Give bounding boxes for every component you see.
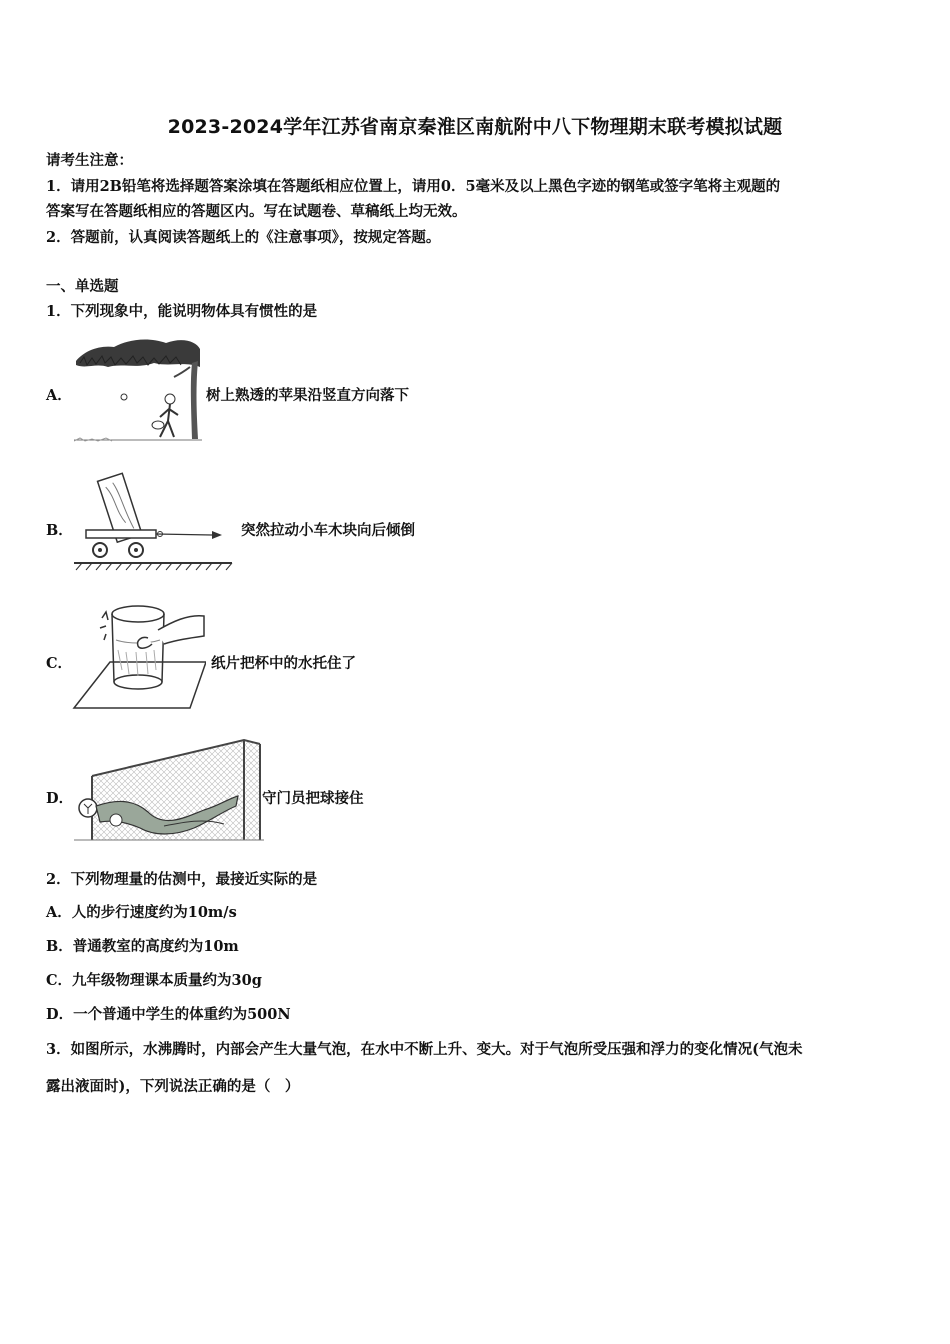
- question-2-stem: 2．下列物理量的估测中，最接近实际的是: [46, 871, 318, 888]
- question-3-line-2: 露出液面时)，下列说法正确的是（ ）: [46, 1078, 300, 1095]
- question-1-stem: 1．下列现象中，能说明物体具有惯性的是: [46, 303, 318, 320]
- page-title: 2023-2024学年江苏省南京秦淮区南航附中八下物理期末联考模拟试题: [167, 116, 783, 138]
- q1-option-d-text: 守门员把球接住: [262, 790, 364, 807]
- q2-option-d: D．一个普通中学生的体重约为500N: [46, 1006, 291, 1023]
- q1-option-b-letter: B．: [46, 522, 73, 539]
- notice-heading: 请考生注意：: [46, 152, 133, 169]
- q1-option-c-text: 纸片把杯中的水托住了: [211, 655, 356, 672]
- section-heading: 一、单选题: [46, 278, 119, 295]
- apple-tree-figure: [74, 333, 202, 443]
- q1-option-c-letter: C．: [46, 655, 73, 672]
- goalkeeper-figure: [74, 736, 264, 846]
- q2-option-b: B．普通教室的高度约为10m: [46, 938, 239, 955]
- q1-option-d-letter: D．: [46, 790, 74, 807]
- cup-paper-figure: [72, 600, 206, 712]
- q1-option-a-letter: A．: [46, 387, 72, 404]
- notice-line-1b: 答案写在答题纸相应的答题区内。写在试题卷、草稿纸上均无效。: [46, 203, 467, 220]
- q1-option-a-text: 树上熟透的苹果沿竖直方向落下: [206, 387, 409, 404]
- cart-block-figure: [72, 464, 236, 576]
- q1-option-b-text: 突然拉动小车木块向后倾倒: [241, 522, 415, 539]
- notice-line-2: 2．答题前，认真阅读答题纸上的《注意事项》，按规定答题。: [46, 229, 441, 246]
- notice-line-1a: 1．请用2B铅笔将选择题答案涂填在答题纸相应位置上，请用0．5毫米及以上黑色字迹的钢笔或签字笔将主观题的: [46, 178, 781, 195]
- q2-option-c: C．九年级物理课本质量约为30g: [46, 972, 262, 989]
- q2-option-a: A．人的步行速度约为10m/s: [46, 904, 237, 921]
- question-3-line-1: 3．如图所示，水沸腾时，内部会产生大量气泡，在水中不断上升、变大。对于气泡所受压强和浮力的变化情况(气泡未: [46, 1041, 803, 1058]
